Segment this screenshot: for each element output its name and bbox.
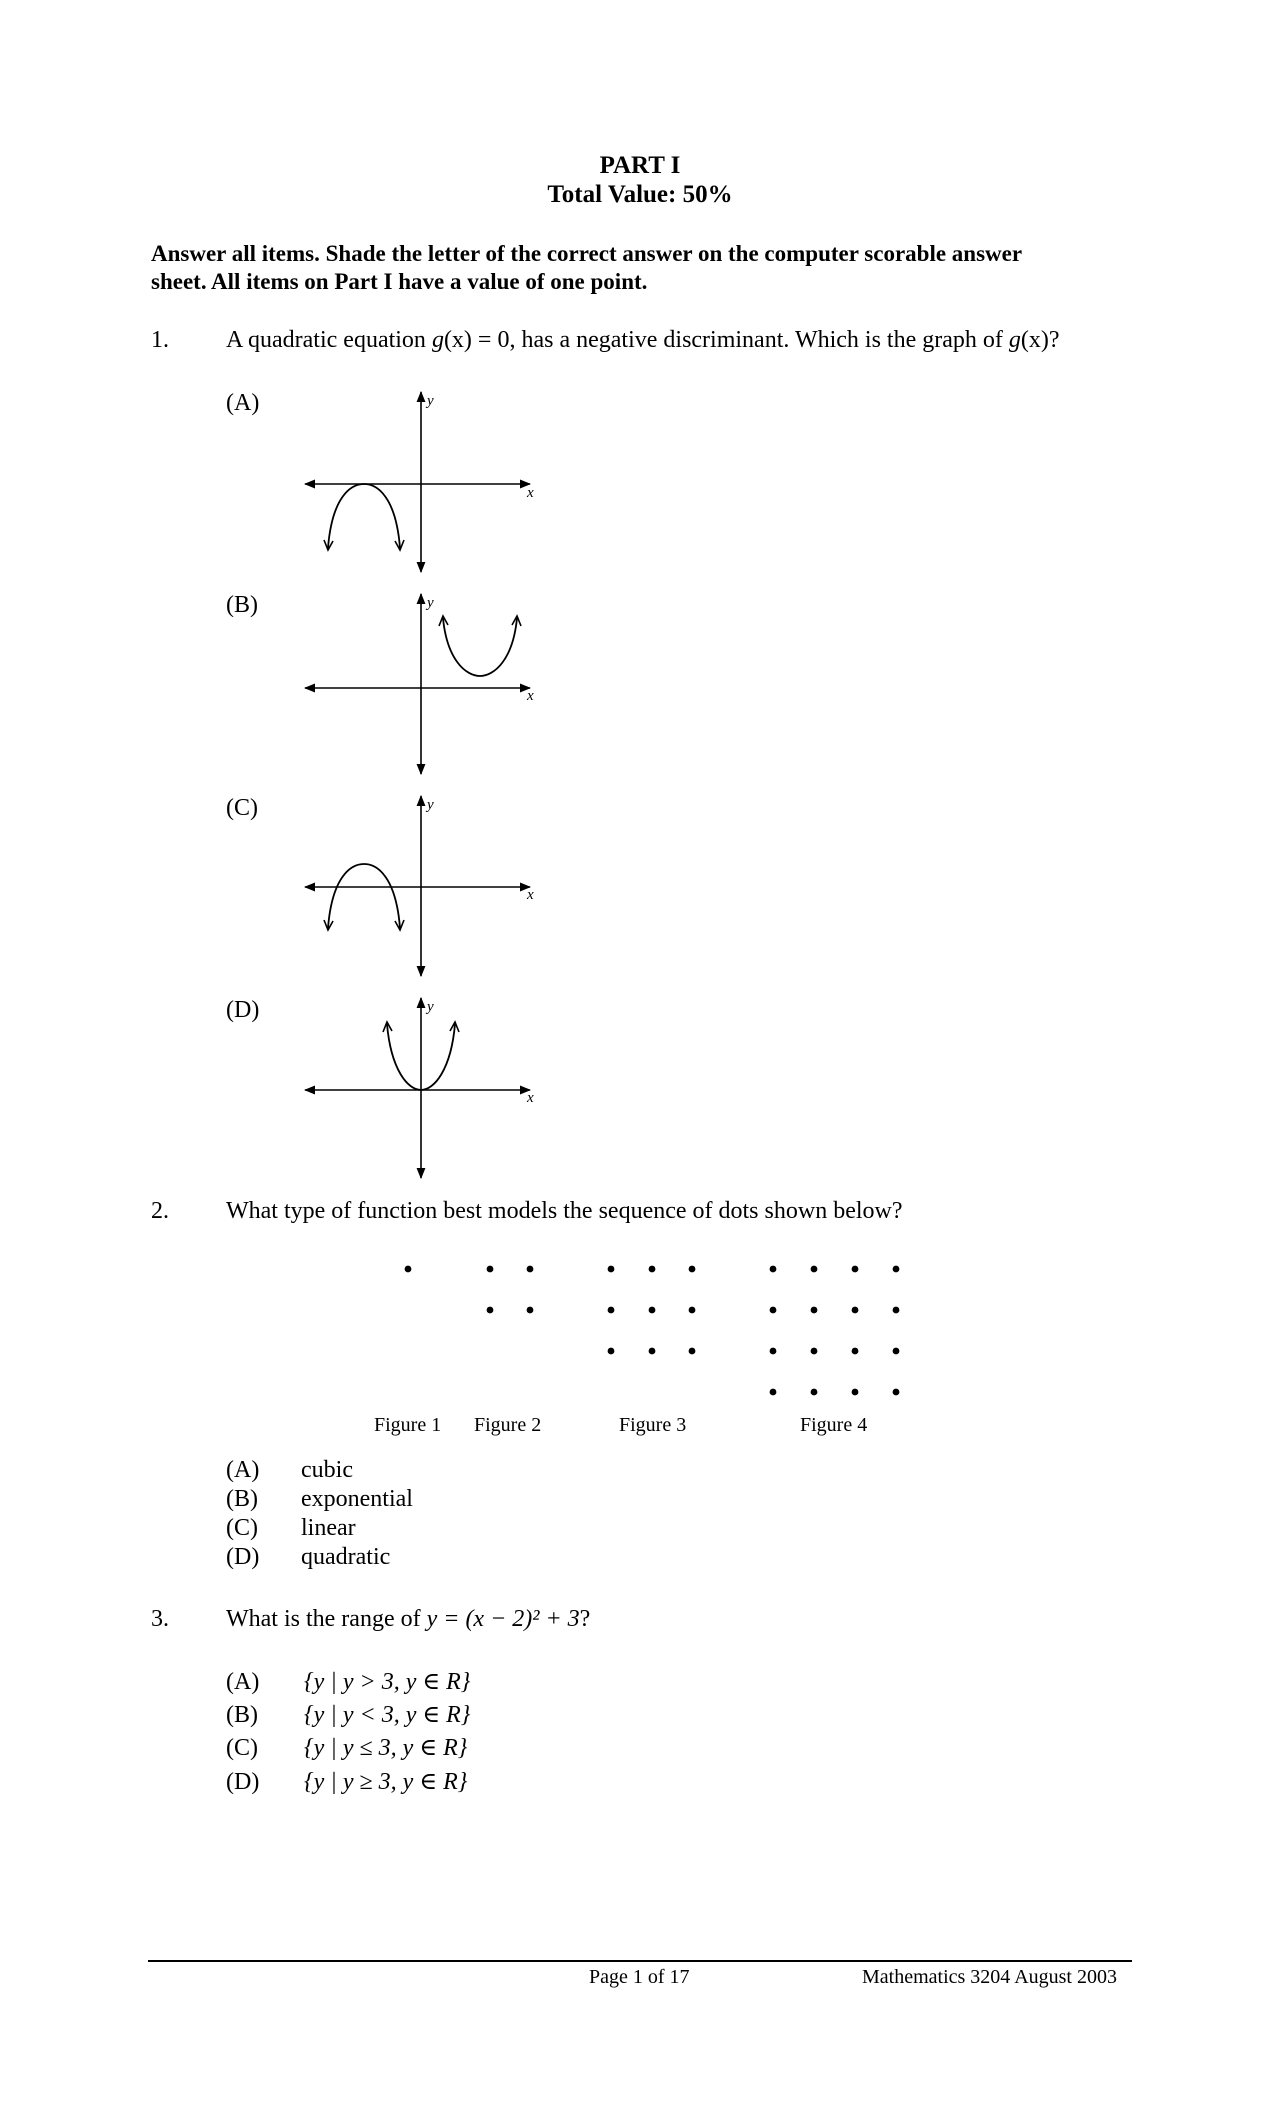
part-title: PART I	[599, 152, 681, 179]
q3-option-d-letter: (D)	[226, 1769, 260, 1795]
graph-d-y-label: y	[427, 999, 434, 1015]
graph-a	[305, 392, 534, 572]
figure-3-dots	[608, 1266, 696, 1355]
dot	[608, 1307, 615, 1314]
q3-option-c-text: {y | y ≤ 3, y ∈ R}	[304, 1735, 468, 1761]
figure-2-caption: Figure 2	[474, 1414, 542, 1436]
dot	[608, 1348, 615, 1355]
q2-dot-figures	[0, 1240, 1280, 1400]
figure-3-caption: Figure 3	[619, 1414, 687, 1436]
q3-option-a-text: {y | y > 3, y ∈ R}	[304, 1669, 471, 1695]
dot	[770, 1307, 777, 1314]
graph-a-parabola	[328, 484, 400, 548]
q3-option-d-text: {y | y ≥ 3, y ∈ R}	[304, 1769, 468, 1795]
graph-a-x-label: x	[527, 485, 534, 501]
q1-option-b: (B)	[226, 592, 258, 618]
dot	[893, 1307, 900, 1314]
dot	[689, 1348, 696, 1355]
q2-option-c-text: linear	[301, 1515, 356, 1541]
graph-b	[305, 594, 534, 774]
dot	[893, 1266, 900, 1273]
q1-func-g-1: g	[431, 327, 444, 353]
figure-4-caption: Figure 4	[800, 1414, 868, 1436]
dot	[852, 1266, 859, 1273]
q1-text-c: ?	[1048, 327, 1060, 353]
dot	[852, 1389, 859, 1396]
dot	[649, 1266, 656, 1273]
graph-d	[305, 998, 534, 1178]
q2-option-c-letter: (C)	[226, 1515, 258, 1541]
q3-option-b-letter: (B)	[226, 1702, 258, 1728]
q2-option-a-letter: (A)	[226, 1457, 260, 1483]
dot	[649, 1307, 656, 1314]
dot	[852, 1348, 859, 1355]
q3-option-a-letter: (A)	[226, 1669, 260, 1695]
dot	[527, 1307, 534, 1314]
dot	[811, 1307, 818, 1314]
q2-option-a-text: cubic	[301, 1457, 353, 1483]
q2-option-d-letter: (D)	[226, 1544, 260, 1570]
dot	[893, 1348, 900, 1355]
q3-option-c-letter: (C)	[226, 1735, 258, 1761]
footer-course: Mathematics 3204 August 2003	[862, 1966, 1117, 1988]
dot	[811, 1266, 818, 1273]
q2-option-d-text: quadratic	[301, 1544, 391, 1570]
q2-option-b-text: exponential	[301, 1486, 413, 1512]
figure-1-caption: Figure 1	[374, 1414, 442, 1436]
q1-paren-x-2: (x)	[1020, 327, 1049, 353]
figure-1-dots	[405, 1266, 412, 1273]
dot	[649, 1348, 656, 1355]
footer-rule	[148, 1960, 1132, 1962]
graph-d-x-label: x	[527, 1090, 534, 1106]
dot	[893, 1389, 900, 1396]
dot	[852, 1307, 859, 1314]
instructions-line-1: Answer all items. Shade the letter of the correct answer on the computer scorable answer	[151, 241, 1023, 266]
q3-text: What is the range of	[226, 1606, 427, 1632]
figure-2-dots	[487, 1266, 534, 1314]
graph-c	[305, 796, 534, 976]
graph-b-x-label: x	[527, 688, 534, 704]
q2-option-b-letter: (B)	[226, 1486, 258, 1512]
graph-b-y-label: y	[427, 595, 434, 611]
dot	[811, 1348, 818, 1355]
q1-option-d: (D)	[226, 997, 260, 1023]
footer-page-number: Page 1 of 17	[589, 1966, 690, 1988]
instructions-line-2: sheet. All items on Part I have a value of one point.	[151, 269, 648, 294]
graph-a-y-label: y	[427, 393, 434, 409]
dot	[770, 1389, 777, 1396]
q3-option-b-text: {y | y < 3, y ∈ R}	[304, 1702, 471, 1728]
dot	[689, 1307, 696, 1314]
dot	[405, 1266, 412, 1273]
graph-b-parabola	[443, 618, 517, 676]
q1-paren-x-1: (x)	[443, 327, 472, 353]
graph-c-parabola	[328, 864, 400, 928]
q1-option-c: (C)	[226, 795, 258, 821]
dot	[527, 1266, 534, 1273]
question-2-text: What type of function best models the sequence of dots shown below?	[226, 1198, 903, 1224]
dot	[811, 1389, 818, 1396]
dot	[487, 1266, 494, 1273]
dot	[770, 1348, 777, 1355]
q1-option-a: (A)	[226, 390, 260, 416]
dot	[770, 1266, 777, 1273]
q3-end: ?	[579, 1606, 591, 1632]
question-2-number: 2.	[151, 1198, 169, 1224]
graph-c-x-label: x	[527, 887, 534, 903]
figure-4-dots	[770, 1266, 900, 1396]
total-value: Total Value: 50%	[547, 181, 733, 208]
q3-expression: y = (x − 2)² + 3	[426, 1606, 580, 1632]
question-3-text	[226, 1605, 590, 1633]
graph-c-y-label: y	[427, 797, 434, 813]
dot	[689, 1266, 696, 1273]
dot	[608, 1266, 615, 1273]
question-3-number: 3.	[151, 1606, 169, 1632]
q1-func-g-2: g	[1008, 327, 1021, 353]
q1-text-b: = 0, has a negative discriminant. Which is the graph of	[471, 327, 1009, 353]
q1-text-a: A quadratic equation	[226, 327, 432, 353]
dot	[487, 1307, 494, 1314]
question-1-number: 1.	[151, 327, 169, 353]
